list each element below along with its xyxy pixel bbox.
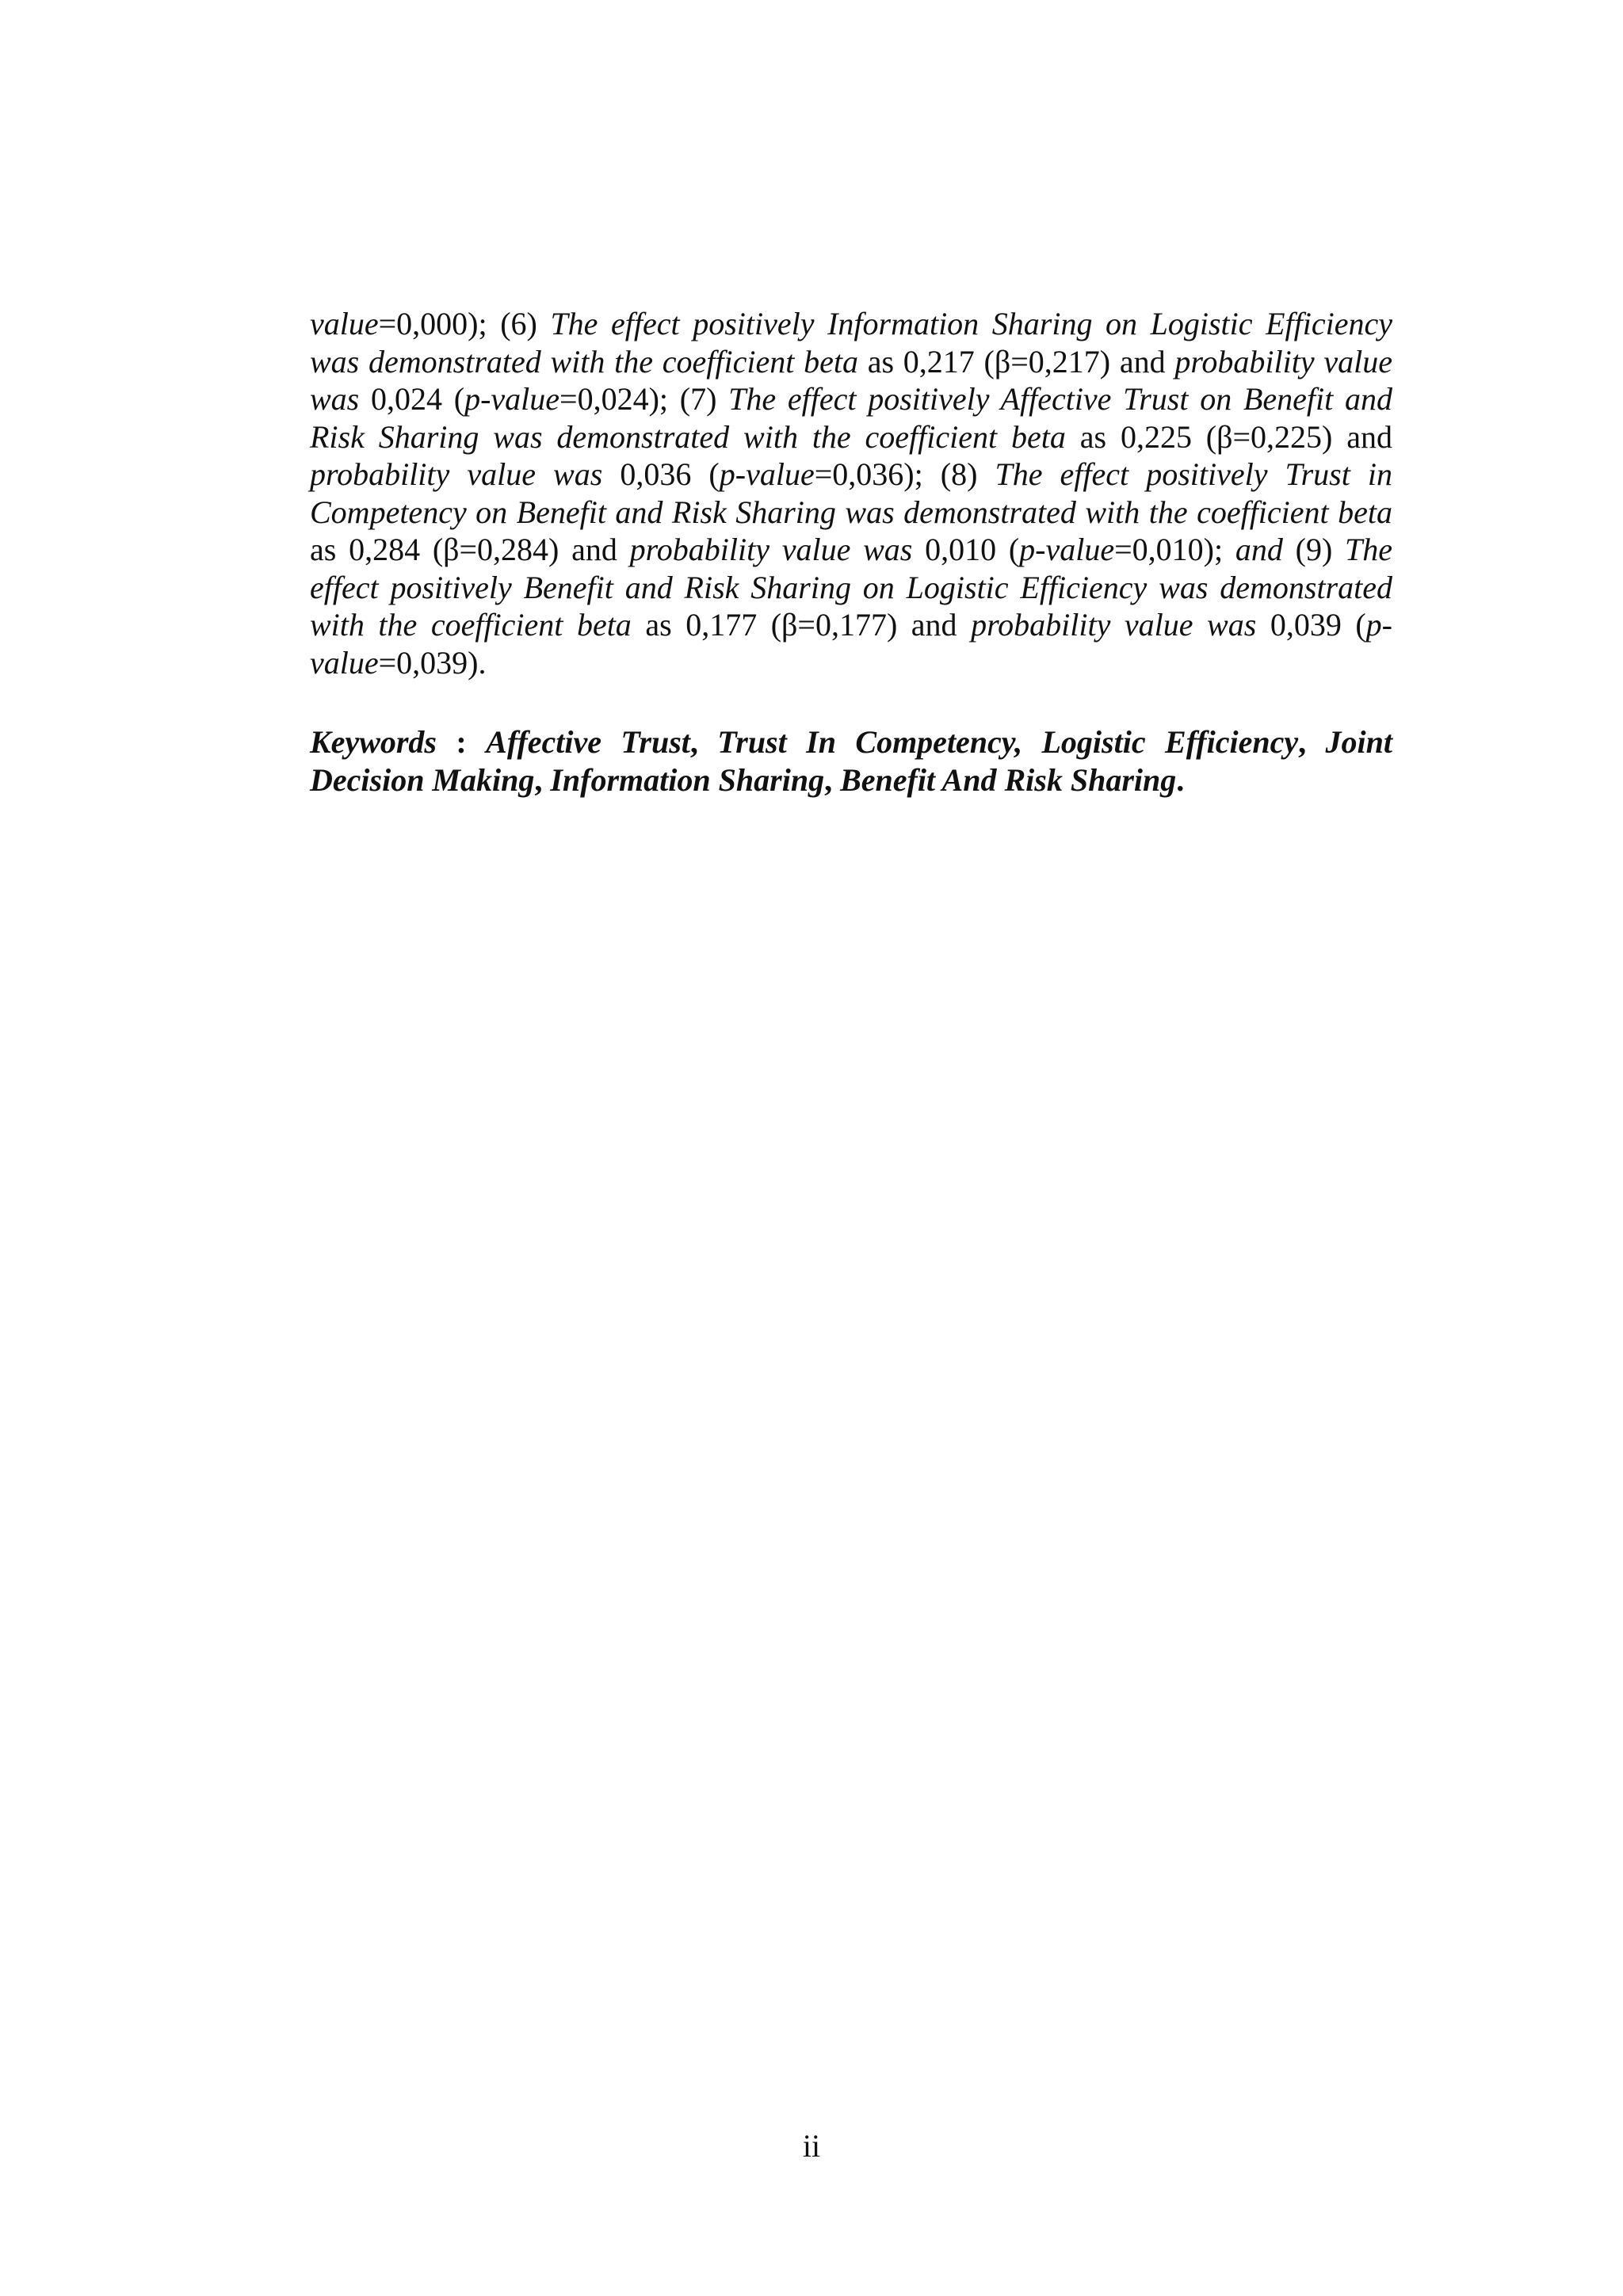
text-run: as 0,217 (β=0,217) and [857,343,1175,379]
text-run: 0,039 ( [1256,607,1366,643]
text-run: 0,024 ( [359,381,465,417]
text-run: The effect positively Trust in Competency on Benefit and Risk Sharing was demonstrated with the coefficient beta [310,456,1393,530]
text-run: and [1235,532,1283,567]
text-run: probability value was [310,343,1393,417]
text-run: value [310,306,379,341]
text-run: Benefit And Risk Sharing [840,761,1177,798]
text-run: , [534,761,551,798]
text-run: 0,036 ( [602,456,720,492]
text-run: The effect positively Benefit and Risk Sharing on Logistic Efficiency was demonstrated with the coefficient beta [310,532,1393,643]
text-run: Affective Trust [486,724,690,760]
text-run: as 0,284 (β=0,284) and [310,532,630,567]
text-run: probability value was [971,607,1257,643]
text-run: p-value [464,381,560,417]
text-run: p-value [1019,532,1115,567]
text-run: , [824,761,841,798]
text-run: as 0,177 (β=0,177) and [631,607,972,643]
text-run: probability value was [310,456,603,492]
text-run: Information Sharing [550,761,825,798]
text-run: p-value [310,607,1392,681]
text-run: The effect positively Affective Trust on Benefit and Risk Sharing was demonstrated with the coefficient beta [310,381,1392,455]
text-run: =0,010); [1114,532,1235,567]
text-run: probability value was [629,532,913,567]
text-run: : [437,724,487,760]
text-run: =0,036); (8) [814,456,995,492]
text-run: 0,010 ( [912,532,1020,567]
page-number: ii [802,2128,821,2164]
text-run: =0,000); (6) [378,306,551,341]
text-run: =0,039). [378,644,487,681]
text-run: Trust In Competency, Logistic Efficiency [717,724,1299,760]
text-run: , [689,724,718,760]
text-run: Keywords [310,724,437,760]
text-run: Joint Decision Making [310,724,1393,798]
text-run: =0,024); (7) [559,381,729,417]
text-run: . [1176,761,1185,798]
abstract-text-block [310,305,1392,799]
keywords-paragraph [310,723,1392,799]
text-run: , [1298,724,1326,760]
abstract-paragraph [310,305,1392,681]
text-run: (9) [1282,532,1346,567]
text-run: as 0,225 (β=0,225) and [1065,418,1392,455]
text-run: The effect positively Information Sharing on Logistic Efficiency was demonstrated with the coefficient beta [310,306,1393,379]
text-run: p-value [719,456,815,492]
